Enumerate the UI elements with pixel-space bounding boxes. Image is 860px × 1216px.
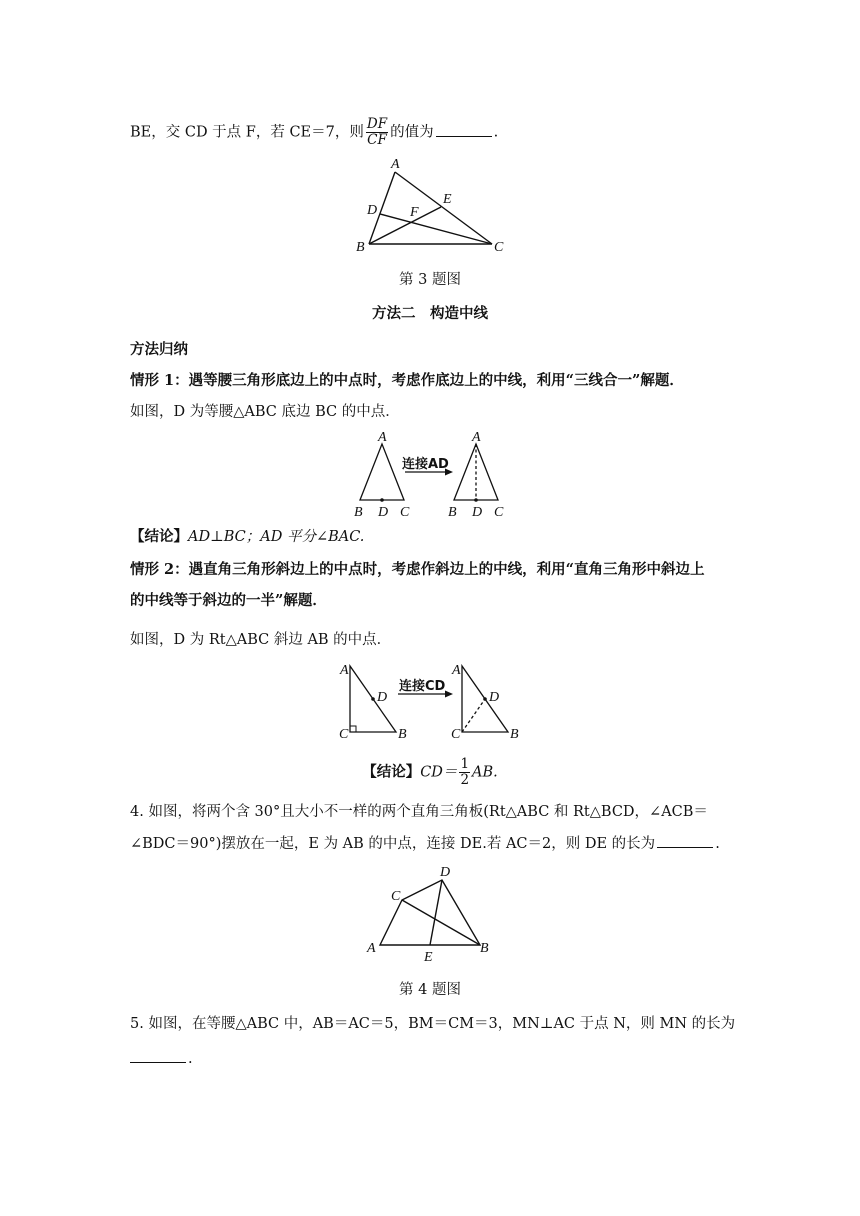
q4-label-a: A	[367, 941, 376, 956]
case2-label-d: D	[377, 690, 388, 705]
case2-label-a: A	[340, 663, 349, 678]
q4-label-e: E	[424, 950, 433, 965]
q3-frac-den: CF	[367, 132, 387, 148]
case1-conclusion-label: 【结论】	[130, 528, 188, 545]
case2-right-angle-mark	[350, 726, 356, 732]
q3-label-e: E	[443, 192, 452, 207]
case2-figure	[335, 656, 530, 746]
case1-label-c2: C	[494, 505, 504, 520]
case2-median-cd	[462, 699, 485, 732]
q3-label-c: C	[494, 240, 504, 255]
case2-label-a2: A	[452, 663, 461, 678]
case1-label-a: A	[378, 430, 387, 445]
case1-label-b: B	[354, 505, 363, 520]
case2-text-line1: 情形 2：遇直角三角形斜边上的中点时，考虑作斜边上的中线，利用“直角三角形中斜边上	[130, 561, 705, 578]
case1-triangle-left	[360, 444, 404, 500]
case1-label-c: C	[400, 505, 410, 520]
case1-intro: 如图，D 为等腰△ABC 底边 BC 的中点．	[130, 404, 400, 420]
q3-label-f: F	[410, 205, 419, 220]
q3-label-d: D	[367, 203, 378, 218]
case2-frac-num: 1	[460, 756, 470, 772]
case2-arrow-label: 连接CD	[399, 679, 446, 694]
case1-label-b2: B	[448, 505, 457, 520]
case2-intro: 如图，D 为 Rt△ABC 斜边 AB 的中点．	[130, 632, 392, 648]
q4-line2-end: .	[715, 836, 720, 852]
method2-title: 方法二 构造中线	[372, 305, 488, 322]
case2-conclusion-fraction	[459, 757, 470, 788]
q4-answer-blank	[657, 833, 713, 848]
q4-segment-cb	[402, 900, 480, 945]
case2-label-b: B	[398, 727, 407, 742]
q5-answer-blank	[130, 1048, 186, 1063]
case2-arrow-head	[445, 691, 453, 698]
q3-caption: 第 3 题图	[399, 272, 461, 288]
case2-frac-den: 2	[460, 772, 470, 788]
case1-midpoint-dot	[380, 498, 384, 502]
method2-summary-heading: 方法归纳	[130, 341, 188, 358]
case1-conclusion	[130, 527, 364, 547]
q3-text-line	[130, 117, 498, 148]
q4-line1: 4. 如图，将两个含 30°且大小不一样的两个直角三角板(Rt△ABC 和 Rt△BCD，∠ACB＝	[130, 804, 708, 820]
q3-answer-blank	[436, 122, 492, 137]
case1-midpoint-dot-right	[474, 498, 478, 502]
case2-label-b2: B	[510, 727, 519, 742]
case2-midpoint-dot-right	[483, 697, 487, 701]
q3-label-b: B	[356, 240, 365, 255]
case2-label-d2: D	[489, 690, 500, 705]
q3-figure	[355, 150, 515, 260]
q4-line2-text: ∠BDC＝90°)摆放在一起，E 为 AB 的中点，连接 DE.若 AC＝2，则 DE 的长为	[130, 836, 656, 852]
case1-label-a2: A	[472, 430, 481, 445]
case2-label-c: C	[339, 727, 349, 742]
q3-text-end: .	[493, 124, 499, 141]
case2-conclusion-label: 【结论】	[362, 763, 421, 781]
case1-figure	[350, 428, 520, 523]
case2-text-line2: 的中线等于斜边的一半”解题．	[130, 592, 327, 609]
q5-line2	[130, 1048, 193, 1069]
q4-line2	[130, 833, 720, 854]
q4-figure	[360, 860, 500, 970]
case1-conclusion-text: AD⊥BC；AD 平分∠BAC.	[188, 529, 365, 545]
case1-label-d: D	[378, 505, 389, 520]
q3-fraction	[366, 117, 388, 148]
case2-conclusion-rhs: AB.	[472, 764, 498, 781]
q3-text-a: BE，交 CD 于点 F，若 CE＝7，则	[130, 124, 364, 141]
q4-label-b: B	[480, 941, 489, 956]
q4-label-c: C	[391, 889, 401, 904]
case1-text: 情形 1：遇等腰三角形底边上的中点时，考虑作底边上的中线，利用“三线合一”解题．	[130, 372, 684, 389]
q4-segment-de	[430, 880, 442, 945]
q5-line2-end: .	[188, 1051, 193, 1067]
q4-label-d: D	[440, 865, 451, 880]
q5-line1: 5. 如图，在等腰△ABC 中，AB＝AC＝5，BM＝CM＝3，MN⊥AC 于点 N，则 MN 的长为	[130, 1016, 736, 1032]
case2-conclusion-lhs: CD＝	[420, 764, 458, 781]
case1-label-d2: D	[472, 505, 483, 520]
case1-arrow-label: 连接AD	[402, 457, 449, 472]
case2-label-c2: C	[451, 727, 461, 742]
q3-label-a: A	[391, 157, 400, 172]
q4-caption: 第 4 题图	[399, 982, 461, 998]
case2-midpoint-dot	[371, 697, 375, 701]
case2-conclusion	[0, 757, 860, 788]
q3-frac-num: DF	[366, 116, 388, 132]
q3-text-b: 的值为	[390, 124, 434, 141]
